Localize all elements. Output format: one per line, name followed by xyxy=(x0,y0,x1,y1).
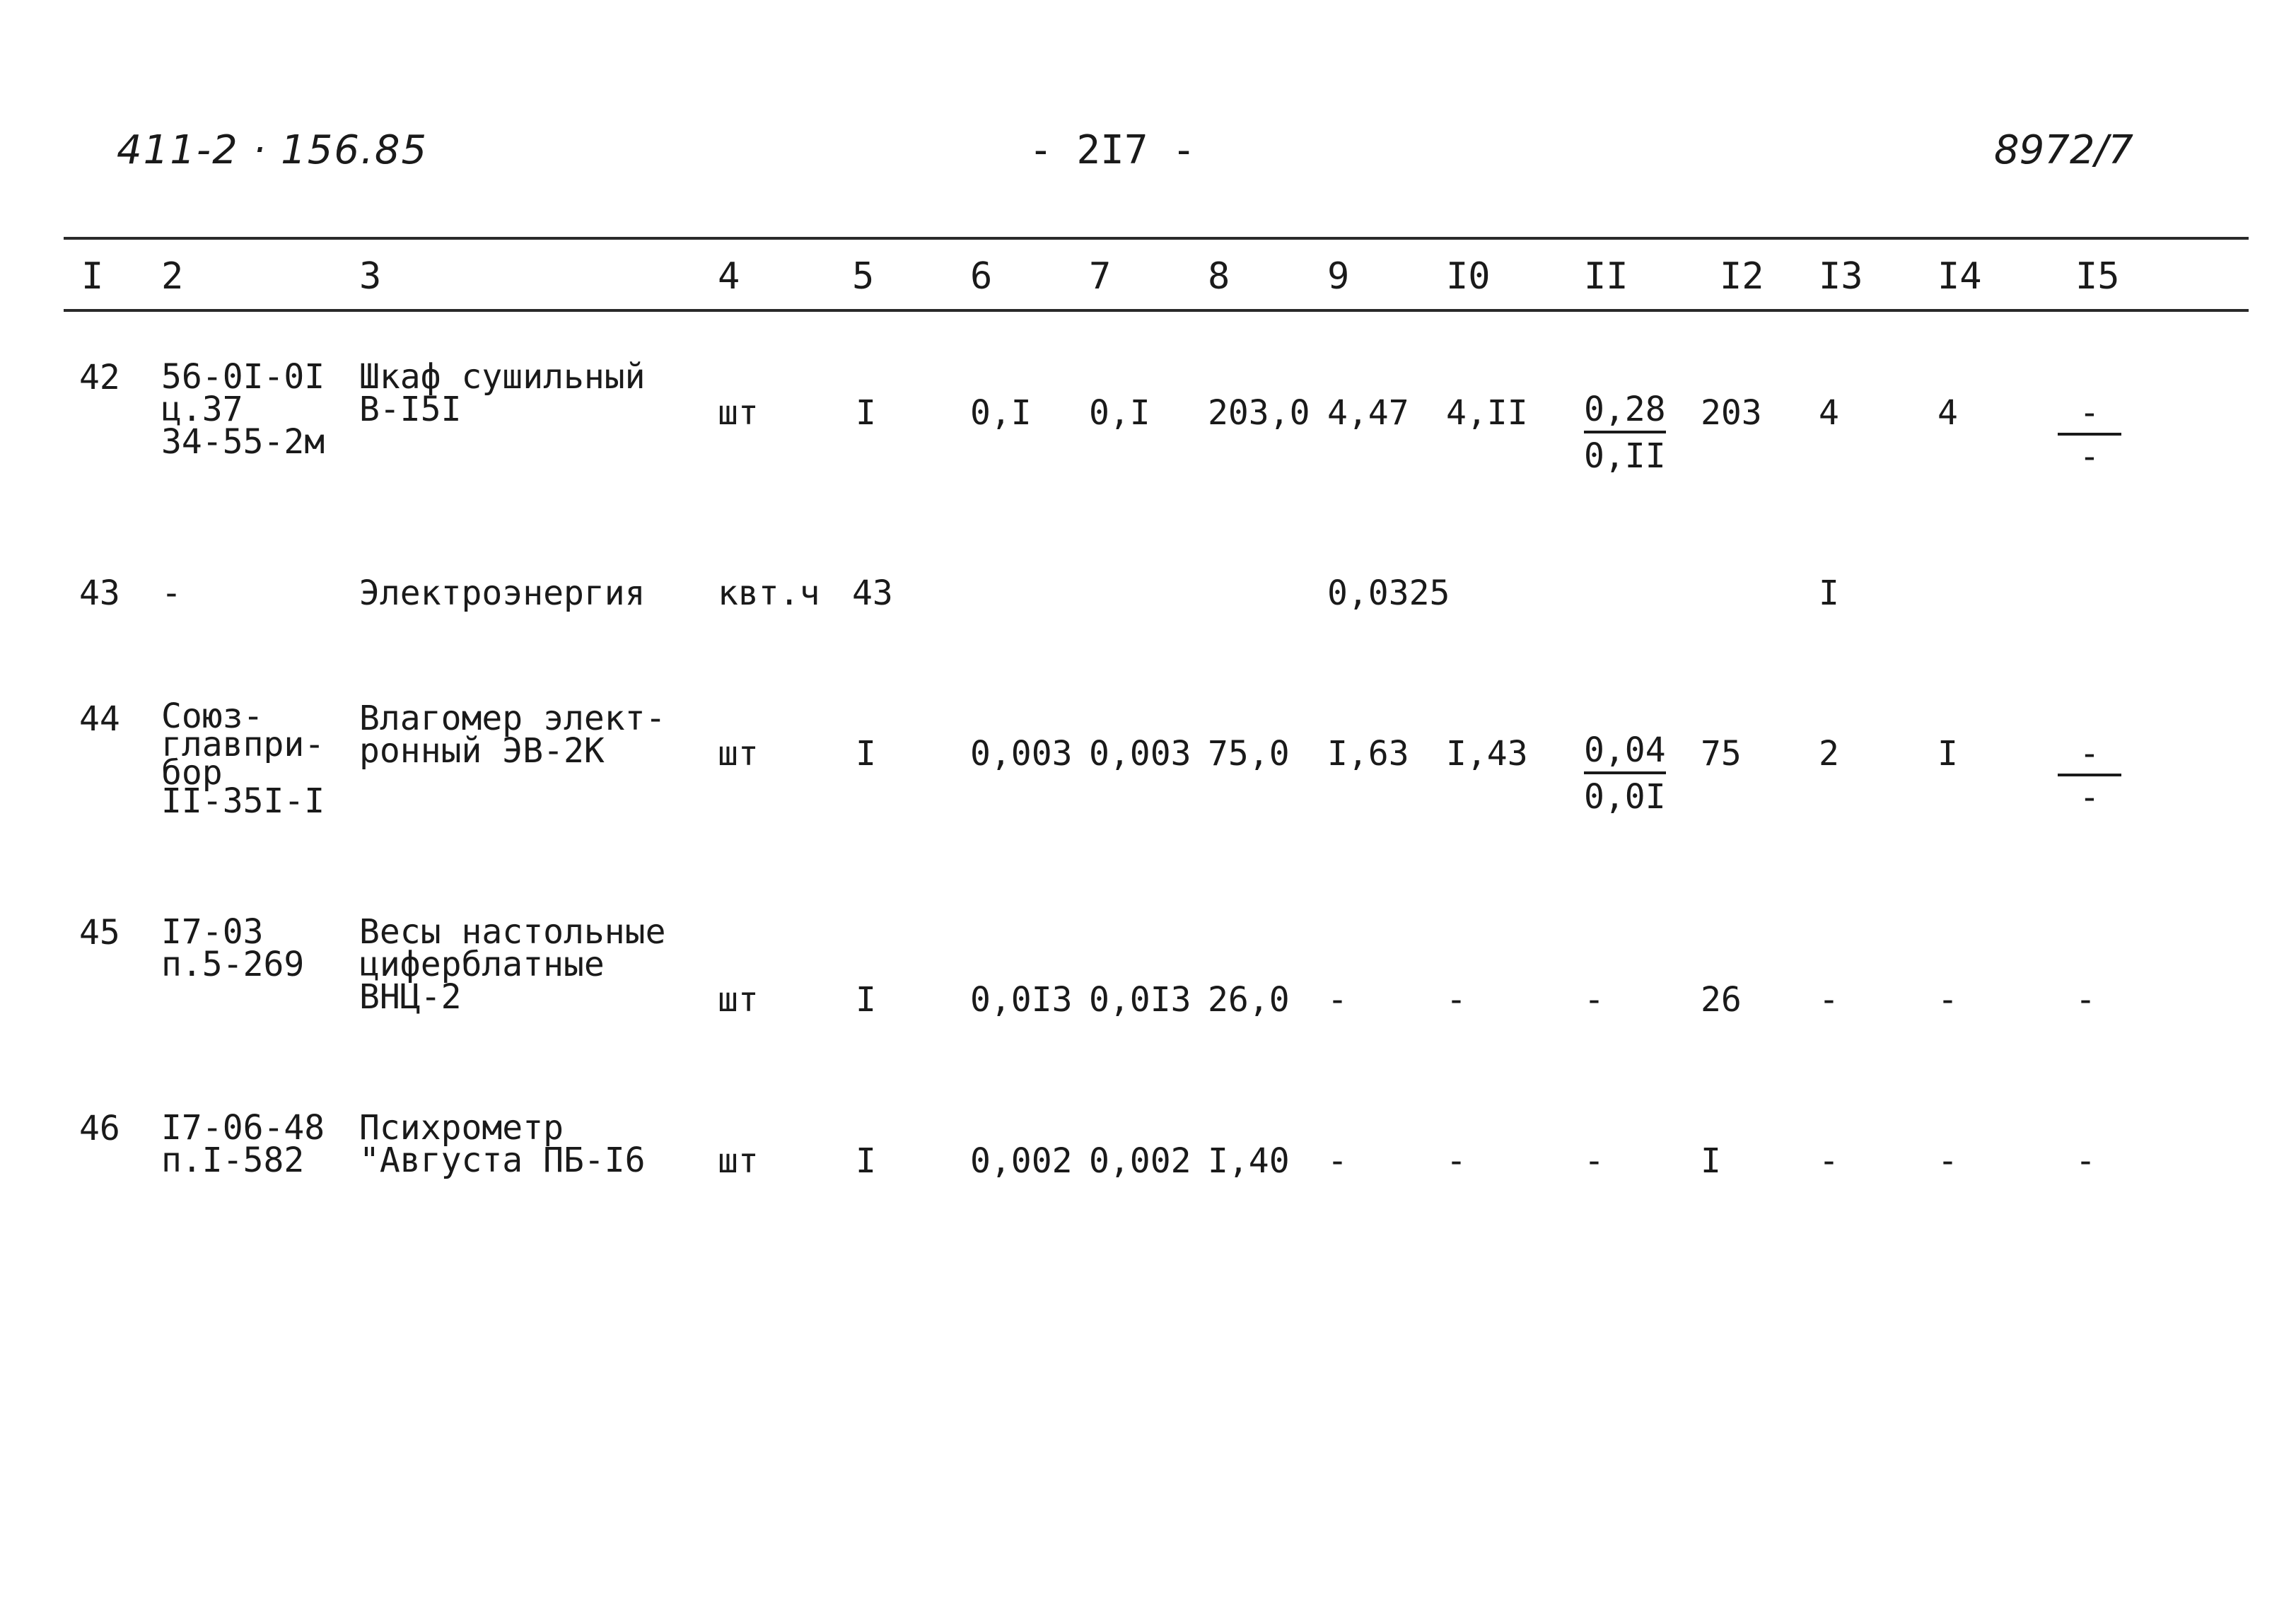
row-42-col6: 0,I xyxy=(970,393,1032,433)
row-42-col10: 4,II xyxy=(1446,393,1528,433)
column-header-14: I4 xyxy=(1937,255,1982,298)
row-44-col13: 2 xyxy=(1819,734,1839,774)
row-45-name: Весы настольные циферблатные ВНЦ-2 xyxy=(359,912,666,1017)
column-header-15: I5 xyxy=(2075,255,2120,298)
row-46-col11: - xyxy=(1584,1141,1604,1181)
column-header-11: II xyxy=(1584,255,1628,298)
row-43-col5: 43 xyxy=(852,573,893,613)
row-44-col10: I,43 xyxy=(1446,734,1528,774)
row-46-col14: - xyxy=(1937,1141,1958,1181)
row-42-number: 42 xyxy=(79,358,120,397)
row-45-unit: шт xyxy=(718,980,759,1020)
table-header-rule xyxy=(64,309,2249,312)
row-46-col5: I xyxy=(856,1141,876,1181)
row-45-col14: - xyxy=(1937,980,1958,1020)
column-header-8: 8 xyxy=(1208,255,1230,298)
row-43-code: - xyxy=(161,573,182,613)
row-44-col15-numerator: - xyxy=(2058,737,2121,776)
column-header-7: 7 xyxy=(1089,255,1112,298)
row-44-name: Влагомер элект- ронный ЭВ-2К xyxy=(359,699,666,771)
column-header-3: 3 xyxy=(359,255,382,298)
row-42-col15-numerator: - xyxy=(2058,396,2121,436)
row-44-unit: шт xyxy=(718,734,759,774)
row-45-col12: 26 xyxy=(1701,980,1742,1020)
row-46-code: I7-06-48 п.I-582 xyxy=(161,1108,325,1180)
row-44-col7: 0,003 xyxy=(1089,734,1191,774)
row-46-unit: шт xyxy=(718,1141,759,1181)
row-44-col15-fraction xyxy=(2058,734,2121,817)
column-header-1: I xyxy=(81,255,104,298)
row-45-col15: - xyxy=(2075,980,2096,1020)
row-44-col11-denominator: 0,0I xyxy=(1584,777,1666,817)
row-45-col8: 26,0 xyxy=(1208,980,1290,1020)
row-45-number: 45 xyxy=(79,913,120,952)
row-42-col15-fraction xyxy=(2058,393,2121,477)
row-42-col12: 203 xyxy=(1701,393,1762,433)
row-43-col13: I xyxy=(1819,573,1839,613)
column-header-12: I2 xyxy=(1720,255,1764,298)
row-45-col7: 0,0I3 xyxy=(1089,980,1191,1020)
row-42-col15-denominator: - xyxy=(2079,437,2100,477)
row-45-col9: - xyxy=(1327,980,1348,1020)
row-46-col10: - xyxy=(1446,1141,1467,1181)
row-46-col15: - xyxy=(2075,1141,2096,1181)
row-42-unit: шт xyxy=(718,393,759,433)
row-44-code: Союз- главпри- бор II-35I-I xyxy=(161,696,325,821)
row-42-col5: I xyxy=(856,393,876,433)
row-46-name: Психрометр "Августа ПБ-I6 xyxy=(359,1108,646,1180)
row-42-col9: 4,47 xyxy=(1327,393,1409,433)
row-43-unit: квт.ч xyxy=(718,573,820,613)
column-header-13: I3 xyxy=(1819,255,1863,298)
row-42-col7: 0,I xyxy=(1089,393,1150,433)
row-46-col13: - xyxy=(1819,1141,1839,1181)
row-46-col9: - xyxy=(1327,1141,1348,1181)
row-45-col5: I xyxy=(856,980,876,1020)
column-header-4: 4 xyxy=(718,255,740,298)
row-46-col7: 0,002 xyxy=(1089,1141,1191,1181)
row-44-col15-denominator: - xyxy=(2079,778,2100,817)
row-46-col8: I,40 xyxy=(1208,1141,1290,1181)
column-header-2: 2 xyxy=(161,255,184,298)
document-code: 411-2 · 156.85 xyxy=(117,127,429,173)
row-44-col11-numerator: 0,04 xyxy=(1584,733,1666,774)
row-44-col11-fraction xyxy=(1584,730,1666,817)
row-42-col11-fraction xyxy=(1584,390,1666,476)
row-46-col12: I xyxy=(1701,1141,1721,1181)
sheet-number: 8972/7 xyxy=(1994,127,2134,173)
row-43-name: Электроэнергия xyxy=(359,573,646,613)
row-42-col11-numerator: 0,28 xyxy=(1584,392,1666,433)
row-43-col9: 0,0325 xyxy=(1327,573,1450,613)
row-42-col11-denominator: 0,II xyxy=(1584,436,1666,476)
column-header-6: 6 xyxy=(970,255,993,298)
row-45-col10: - xyxy=(1446,980,1467,1020)
row-45-col13: - xyxy=(1819,980,1839,1020)
row-42-code: 56-0I-0I ц.37 34-55-2м xyxy=(161,357,325,462)
row-43-number: 43 xyxy=(79,573,120,613)
row-46-col6: 0,002 xyxy=(970,1141,1073,1181)
row-44-col5: I xyxy=(856,734,876,774)
row-45-col6: 0,0I3 xyxy=(970,980,1073,1020)
row-44-col6: 0,003 xyxy=(970,734,1073,774)
table-top-rule xyxy=(64,237,2249,240)
column-header-5: 5 xyxy=(852,255,875,298)
column-header-10: I0 xyxy=(1446,255,1491,298)
row-45-code: I7-03 п.5-269 xyxy=(161,912,305,984)
page-number: - 2I7 - xyxy=(1029,127,1196,173)
row-44-col8: 75,0 xyxy=(1208,734,1290,774)
row-44-number: 44 xyxy=(79,699,120,739)
row-42-col8: 203,0 xyxy=(1208,393,1310,433)
column-header-9: 9 xyxy=(1327,255,1350,298)
row-46-number: 46 xyxy=(79,1109,120,1148)
row-44-col9: I,63 xyxy=(1327,734,1409,774)
row-44-col14: I xyxy=(1937,734,1958,774)
row-42-col13: 4 xyxy=(1819,393,1839,433)
row-44-col12: 75 xyxy=(1701,734,1742,774)
row-42-col14: 4 xyxy=(1937,393,1958,433)
row-45-col11: - xyxy=(1584,980,1604,1020)
row-42-name: Шкаф сушильный В-I5I xyxy=(359,357,646,429)
